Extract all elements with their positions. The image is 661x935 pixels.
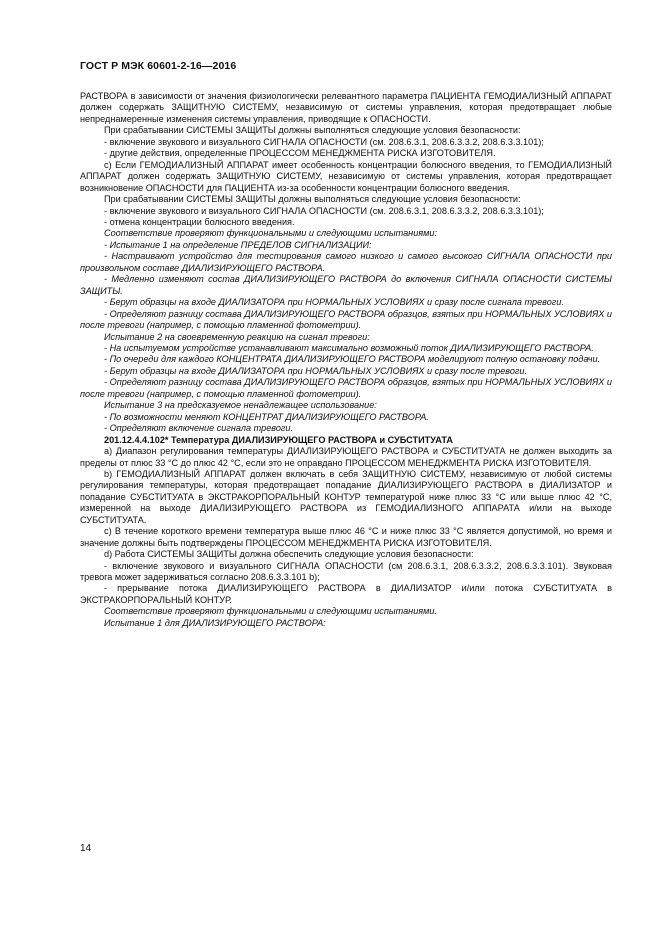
paragraph: - Испытание 1 на определение ПРЕДЕЛОВ СИГНАЛИЗАЦИИ: — [104, 239, 372, 250]
paragraph: - отмена концентрации болюсного введения. — [104, 216, 295, 227]
paragraph: Соответствие проверяют функциональными и следующими испытаниями: — [104, 228, 438, 239]
paragraph: - На испытуемом устройстве устанавливают максимально возможный поток ДИАЛИЗИРУЮЩЕГО РАСТВОРА. — [104, 342, 594, 353]
paragraph: d) Работа СИСТЕМЫ ЗАЩИТЫ должна обеспечить следующие условия безопасности: — [104, 549, 474, 560]
paragraph: - включение звукового и визуального СИГНАЛА ОПАСНОСТИ (см. 208.6.3.1, 208.6.3.3.2, 208.6.3.3.101); — [104, 136, 544, 147]
paragraph: - Берут образцы на входе ДИАЛИЗАТОРА при НОРМАЛЬНЫХ УСЛОВИЯХ и сразу после сигнала тревоги. — [104, 297, 564, 308]
paragraph: При срабатывании СИСТЕМЫ ЗАЩИТЫ должны выполняться следующие условия безопасности: — [104, 194, 521, 205]
paragraph: - другие действия, определенные ПРОЦЕССОМ МЕНЕДЖМЕНТА РИСКА ИЗГОТОВИТЕЛЯ. — [104, 148, 496, 159]
paragraph: - Определяют разницу состава ДИАЛИЗИРУЮЩЕГО РАСТВОРА образцов, взятых при НОРМАЛЬНЫХ УСЛОВИЯХ и после тревоги (например, с помощью пламенной фотометрии). — [80, 377, 612, 399]
page-number: 14 — [80, 843, 92, 854]
section-heading: 201.12.4.4.102* Температура ДИАЛИЗИРУЮЩЕГО РАСТВОРА и СУБСТИТУАТА — [104, 434, 453, 445]
paragraph: - Медленно изменяют состав ДИАЛИЗИРУЮЩЕГО РАСТВОРА до включения СИГНАЛА ОПАСНОСТИ СИСТЕМЫ ЗАЩИТЫ. — [80, 274, 612, 296]
paragraph: - Определяют включение сигнала тревоги. — [104, 423, 294, 434]
paragraph: с) Если ГЕМОДИАЛИЗНЫЙ АППАРАТ имеет особенность концентрации болюсного введения, то ГЕМОДИАЛИЗНЫЙ АППАРАТ должен содержать ЗАЩИТНУЮ СИСТЕМУ, независимую от системы управления, которая предотвращает возникновение ОПАСНОСТИ для ПАЦИЕНТА из-за особенности концентрации болюсного введения. — [80, 159, 612, 193]
paragraph: с) В течение короткого времени температура выше плюс 46 °С и ниже плюс 33 °С является допустимой, но время и значение должны быть подтверждены ПРОЦЕССОМ МЕНЕДЖМЕНТА РИСКА ИЗГОТОВИТЕЛЯ. — [80, 526, 612, 548]
paragraph: При срабатывании СИСТЕМЫ ЗАЩИТЫ должны выполняться следующие условия безопасности: — [104, 125, 521, 136]
paragraph: - По возможности меняют КОНЦЕНТРАТ ДИАЛИЗИРУЮЩЕГО РАСТВОРА. — [104, 411, 429, 422]
paragraph: - включение звукового и визуального СИГНАЛА ОПАСНОСТИ (см. 208.6.3.1, 208.6.3.3.2, 208.6.3.3.101); — [104, 205, 544, 216]
paragraph: - прерывание потока ДИАЛИЗИРУЮЩЕГО РАСТВОРА в ДИАЛИЗАТОР и/или потока СУБСТИТУАТА в ЭКСТРАКОРПОРАЛЬНЫЙ КОНТУР. — [80, 583, 612, 605]
paragraph: - Определяют разницу состава ДИАЛИЗИРУЮЩЕГО РАСТВОРА образцов, взятых при НОРМАЛЬНЫХ УСЛОВИЯХ и после тревоги (например, с помощью пламенной фотометрии). — [80, 308, 612, 331]
paragraph: Испытание 1 для ДИАЛИЗИРУЮЩЕГО РАСТВОРА: — [104, 617, 326, 628]
paragraph: а) Диапазон регулирования температуры ДИАЛИЗИРУЮЩЕГО РАСТВОРА и СУБСТИТУАТА не должен выходить за пределы от плюс 33 °С до плюс 42 °С, если это не оправдано ПРОЦЕССОМ МЕНЕДЖМЕНТА РИСКА ИЗГОТОВИТЕЛЯ. — [80, 446, 612, 468]
paragraph: Соответствие проверяют функциональными и следующими испытаниями. — [104, 606, 438, 617]
paragraph: Испытание 3 на предсказуемое ненадлежащее использование: — [104, 400, 377, 411]
paragraph: - Настраивают устройство для тестирования самого низкого и самого высокого СИГНАЛА ОПАСНОСТИ при произвольном составе ДИАЛИЗИРУЮЩЕГО РАСТВОРА. — [80, 251, 612, 273]
paragraph: РАСТВОРА в зависимости от значения физиологически релевантного параметра ПАЦИЕНТА ГЕМОДИАЛИЗНЫЙ АППАРАТ должен содержать ЗАЩИТНУЮ СИСТЕМУ, независимую от системы управления, которая предотвращает любые непреднамеренные изменения системы управления, приводящие к ОПАСНОСТИ. — [80, 91, 612, 124]
paragraph: - По очереди для каждого КОНЦЕНТРАТА ДИАЛИЗИРУЮЩЕГО РАСТВОРА моделируют полную остановку подачи. — [104, 354, 601, 365]
page-header: ГОСТ Р МЭК 60601-2-16—2016 — [80, 60, 237, 72]
document-body — [80, 91, 612, 629]
paragraph: - Берут образцы на входе ДИАЛИЗАТОРА при НОРМАЛЬНЫХ УСЛОВИЯХ и сразу после тревоги. — [104, 365, 528, 376]
paragraph: b) ГЕМОДИАЛИЗНЫЙ АППАРАТ должен включать в себя ЗАЩИТНУЮ СИСТЕМУ, независимую от любой системы регулирования температуры, которая предотвращает попадание ДИАЛИЗИРУЮЩЕГО РАСТВОРА в ДИАЛИЗАТОР и попадание СУБСТИТУАТА в ЭКСТРАКОРПОРАЛЬНЫЙ КОНТУР температурой ниже плюс 33 °С или выше плюс 42 °С, измеренной на выходе ДИАЛИЗИРУЮЩЕГО РАСТВОРА из ГЕМОДИАЛИЗНОГО АППАРАТА и/или на выходе СУБСТИТУАТА. — [80, 468, 612, 525]
paragraph: Испытание 2 на своевременную реакцию на сигнал тревоги: — [104, 331, 370, 342]
paragraph: - включение звукового и визуального СИГНАЛА ОПАСНОСТИ (см 208.6.3.1, 208.6.3.3.2, 208.6.3.3.101). Звуковая тревога может задерживаться согласно 208.6.3.3.101 b); — [80, 560, 612, 583]
